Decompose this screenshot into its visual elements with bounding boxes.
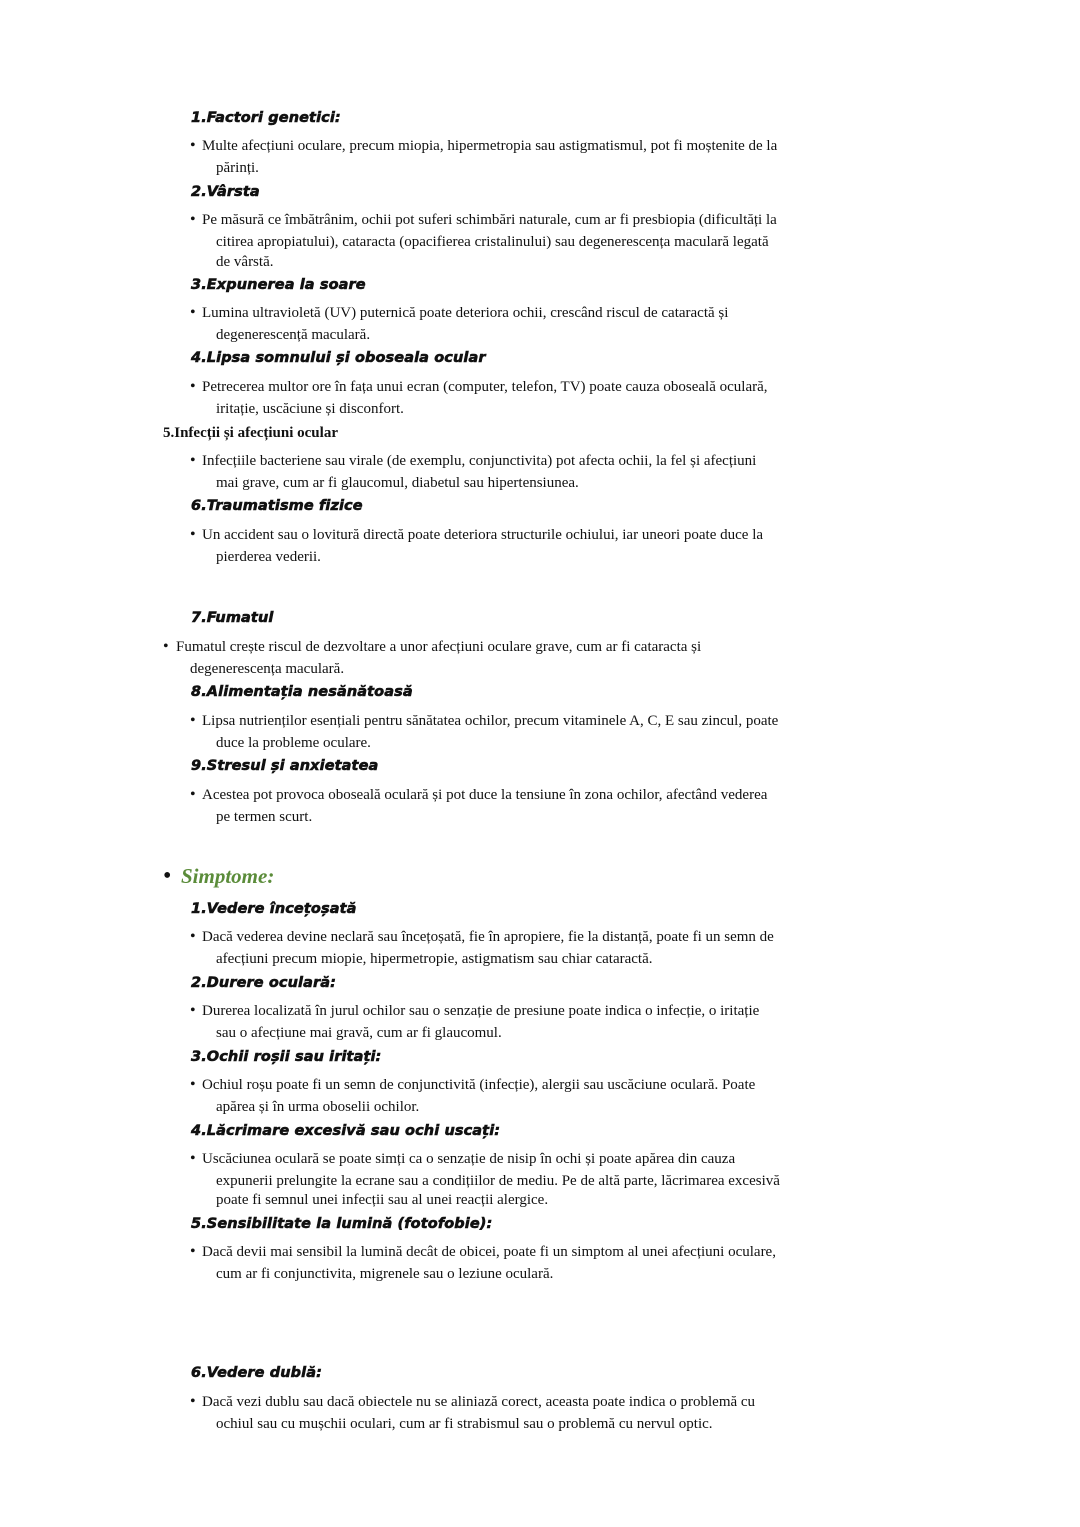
factor-text: mai grave, cum ar fi glaucomul, diabetul sau hipertensiunea. <box>216 475 579 491</box>
symptoms-title: Simptome: <box>181 864 275 888</box>
bullet-icon: • <box>190 452 196 469</box>
symptom-heading-red-eyes: 3.Ochii roșii sau iritați: <box>191 1049 382 1065</box>
symptom-text: apărea și în urma oboselii ochilor. <box>216 1099 420 1115</box>
factor-text: Lipsa nutrienților esențiali pentru sănătatea ochilor, precum vitaminele A, C, E sau zincul, poate <box>202 713 779 729</box>
factor-text: iritație, uscăciune și disconfort. <box>216 401 404 417</box>
factor-heading-sun: 3.Expunerea la soare <box>191 277 366 293</box>
factor-text: părinți. <box>216 160 259 176</box>
bullet-icon: • <box>190 1150 196 1167</box>
bullet-icon: • <box>190 712 196 729</box>
symptom-text: Uscăciunea oculară se poate simți ca o senzație de nisip în ochi și poate apărea din cauza <box>202 1151 736 1167</box>
bullet-icon: • <box>190 1002 196 1019</box>
symptom-text: afecțiuni precum miopie, hipermetropie, astigmatism sau chiar cataractă. <box>216 951 653 967</box>
symptom-text: sau o afecțiune mai gravă, cum ar fi glaucomul. <box>216 1025 502 1041</box>
factor-text: duce la probleme oculare. <box>216 735 371 751</box>
factor-text: Lumina ultravioletă (UV) puternică poate deteriora ochii, crescând riscul de cataractă și <box>202 305 729 321</box>
bullet-icon: • <box>190 304 196 321</box>
bullet-icon: • <box>190 1076 196 1093</box>
symptom-heading-blurry: 1.Vedere încețoșată <box>191 901 357 917</box>
bullet-icon: • <box>190 1393 196 1410</box>
factor-heading-smoking: 7.Fumatul <box>191 610 274 626</box>
factor-text: Acestea pot provoca oboseală oculară și pot duce la tensiune în zona ochilor, afectând vederea <box>202 787 768 803</box>
factor-text: pierderea vederii. <box>216 549 321 565</box>
symptom-text: Dacă vezi dublu sau dacă obiectele nu se aliniază corect, aceasta poate indica o problemă cu <box>202 1394 756 1410</box>
factor-text: citirea apropiatului), cataracta (opacifierea cristalinului) sau degenerescența maculară legată <box>216 234 769 250</box>
factor-text: degenerescență maculară. <box>216 327 371 343</box>
symptom-heading-double-vision: 6.Vedere dublă: <box>191 1365 322 1381</box>
symptom-text: poate fi semnul unei infecții sau al unei reacții alergice. <box>216 1192 549 1208</box>
factor-heading-diet: 8.Alimentația nesănătoasă <box>191 684 413 700</box>
bullet-icon: • <box>190 526 196 543</box>
bullet-icon: • <box>190 378 196 395</box>
factor-text: Multe afecțiuni oculare, precum miopia, hipermetropia sau astigmatismul, pot fi moștenite de la <box>202 138 778 154</box>
factor-heading-sleep: 4.Lipsa somnului și oboseala ocular <box>191 350 486 366</box>
factor-text: Pe măsură ce îmbătrânim, ochii pot suferi schimbări naturale, cum ar fi presbiopia (dificultăți la <box>202 212 777 228</box>
bullet-icon: • <box>190 786 196 803</box>
factor-text: de vârstă. <box>216 254 274 270</box>
bullet-icon: • <box>190 137 196 154</box>
factor-heading-age: 2.Vârsta <box>191 184 260 200</box>
bullet-icon: • <box>163 863 172 889</box>
symptom-text: ochiul sau cu mușchii oculari, cum ar fi strabismul sau o problemă cu nervul optic. <box>216 1416 713 1432</box>
bullet-icon: • <box>163 638 169 655</box>
factor-text: Infecțiile bacteriene sau virale (de exemplu, conjunctivita) pot afecta ochii, la fel și afecțiuni <box>202 453 757 469</box>
symptom-text: Ochiul roșu poate fi un semn de conjunctivită (infecție), alergii sau uscăciune oculară. Poate <box>202 1077 756 1093</box>
factor-text: Fumatul crește riscul de dezvoltare a unor afecțiuni oculare grave, cum ar fi cataracta și <box>176 639 702 655</box>
factor-text: pe termen scurt. <box>216 809 313 825</box>
factor-text: Petrecerea multor ore în fața unui ecran (computer, telefon, TV) poate cauza oboseală oculară, <box>202 379 768 395</box>
factor-heading-stress: 9.Stresul și anxietatea <box>191 758 379 774</box>
symptom-text: expunerii prelungite la ecrane sau a condițiilor de mediu. Pe de altă parte, lăcrimarea excesivă <box>216 1173 780 1189</box>
symptom-text: cum ar fi conjunctivita, migrenele sau o leziune oculară. <box>216 1266 554 1282</box>
bullet-icon: • <box>190 928 196 945</box>
symptom-heading-pain: 2.Durere oculară: <box>191 975 337 991</box>
factor-text: Un accident sau o lovitură directă poate deteriora structurile ochiului, iar uneori poate duce la <box>202 527 764 543</box>
symptom-text: Durerea localizată în jurul ochilor sau o senzație de presiune poate indica o infecție, o iritație <box>202 1003 760 1019</box>
symptom-heading-photophobia: 5.Sensibilitate la lumină (fotofobie): <box>191 1216 493 1232</box>
symptom-text: Dacă devii mai sensibil la lumină decât de obicei, poate fi un simptom al unei afecțiuni oculare, <box>202 1244 776 1260</box>
symptom-heading-tearing: 4.Lăcrimare excesivă sau ochi uscați: <box>191 1123 501 1139</box>
symptom-text: Dacă vederea devine neclară sau încețoșată, fie în apropiere, fie la distanță, poate fi un semn de <box>202 929 774 945</box>
factor-heading-infections: 5.Infecții și afecțiuni ocular <box>163 425 338 441</box>
bullet-icon: • <box>190 1243 196 1260</box>
factor-heading-genetic: 1.Factori genetici: <box>191 110 341 126</box>
factor-heading-trauma: 6.Traumatisme fizice <box>191 498 363 514</box>
factor-text: degenerescența maculară. <box>190 661 345 677</box>
bullet-icon: • <box>190 211 196 228</box>
